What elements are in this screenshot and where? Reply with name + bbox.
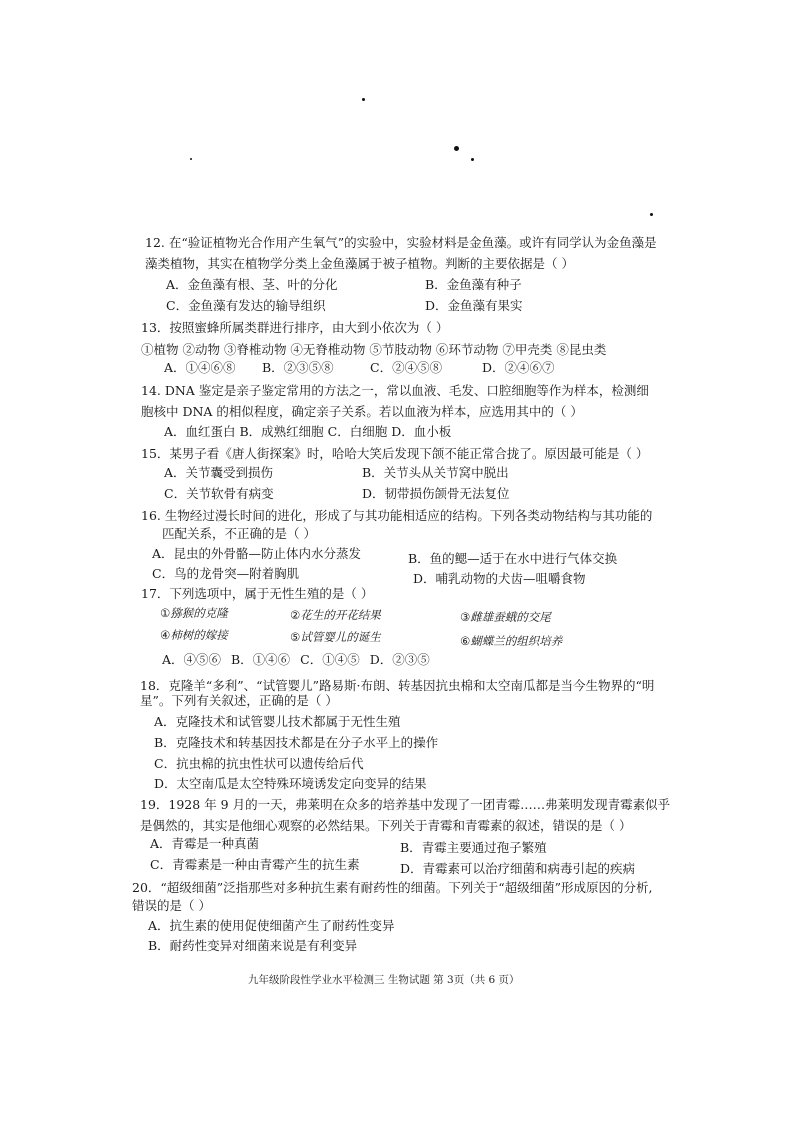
q12-option-b: B．金鱼藻有种子 <box>425 277 522 292</box>
q12-stem-line2: 藻类植物，其实在植物学分类上金鱼藻属于被子植物。判断的主要依据是（ ） <box>145 256 574 271</box>
q13-option-c: C．②④⑤⑧ <box>370 360 443 375</box>
q13-option-a: A．①④⑥⑧ <box>164 360 236 375</box>
q12-option-c: C．金鱼藻有发达的输导组织 <box>166 298 326 313</box>
page-footer: 九年级阶段性学业水平检测三 生物试题 第 3页（共 6 页） <box>248 974 520 986</box>
q18-option-c: C．抗虫棉的抗虫性状可以遗传给后代 <box>154 756 364 771</box>
scan-speck <box>190 158 192 160</box>
q19-stem-line2: 是偶然的，其实是他细心观察的必然结果。下列关于青霉和青霉素的叙述，错误的是（ ） <box>140 818 632 833</box>
q13-option-d: D．②④⑥⑦ <box>482 360 555 375</box>
q17-item-5: ⑤试管婴儿的诞生 <box>290 630 381 644</box>
q14-stem-line2: 胞核中 DNA 的相似程度，确定亲子关系。若以血液为样本，应选用其中的（ ） <box>141 404 583 419</box>
q12-option-a: A．金鱼藻有根、茎、叶的分化 <box>166 277 338 292</box>
scan-speck <box>650 213 653 216</box>
q15-option-d: D．韧带损伤颌骨无法复位 <box>362 486 510 501</box>
q19-option-b: B．青霉主要通过孢子繁殖 <box>400 840 547 855</box>
q19-option-a: A．青霉是一种真菌 <box>150 836 260 851</box>
q20-stem-line1: 20．“超级细菌”泛指那些对多种抗生素有耐药性的细菌。下列关于“超级细菌”形成原因的分析, <box>132 880 653 895</box>
q12-stem-line1: 12. 在“验证植物光合作用产生氧气”的实验中，实验材料是金鱼藻。或许有同学认为金鱼藻是 <box>145 235 657 250</box>
q14-options: A．血红蛋白 B．成熟红细胞 C．白细胞 D．血小板 <box>164 424 452 439</box>
q13-items: ①植物 ②动物 ③脊椎动物 ④无脊椎动物 ⑤节肢动物 ⑥环节动物 ⑦甲壳类 ⑧昆虫类 <box>141 342 607 357</box>
scan-speck <box>471 158 474 161</box>
q18-option-a: A．克隆技术和试管婴儿技术都属于无性生殖 <box>154 714 401 729</box>
q18-stem-line2: 星”。下列有关叙述，正确的是（ ） <box>140 693 338 708</box>
q15-option-c: C．关节软骨有病变 <box>164 486 274 501</box>
q15-option-b: B．关节头从关节窝中脱出 <box>362 465 509 480</box>
q16-stem-line2: 匹配关系，不正确的是（ ） <box>162 526 316 541</box>
q17-item-2: ②花生的开花结果 <box>290 608 381 622</box>
q20-stem-line2: 错误的是（ ） <box>132 898 211 913</box>
q20-option-b: B．耐药性变异对细菌来说是有利变异 <box>148 938 358 953</box>
q16-stem-line1: 16. 生物经过漫长时间的进化，形成了与其功能相适应的结构。下列各类动物结构与其功能的 <box>141 508 653 523</box>
q17-item-6: ⑥蝴蝶兰的组织培养 <box>460 634 563 648</box>
q16-option-a: A．昆虫的外骨骼—防止体内水分蒸发 <box>152 546 362 561</box>
q17-stem: 17．下列选项中，属于无性生殖的是（ ） <box>141 586 374 601</box>
q17-item-4: ④柿树的嫁接 <box>160 628 228 642</box>
q12-option-d: D．金鱼藻有果实 <box>425 298 523 313</box>
q19-option-d: D．青霉素可以治疗细菌和病毒引起的疾病 <box>400 861 636 876</box>
q13-option-b: B．②③⑤⑧ <box>262 360 334 375</box>
q17-item-1: ①猕猴的克隆 <box>160 606 228 620</box>
q17-options: A．④⑤⑥ B．①④⑥ C．①④⑤ D．②③⑤ <box>162 652 430 667</box>
q20-option-a: A．抗生素的使用促使细菌产生了耐药性变异 <box>148 918 395 933</box>
scan-speck <box>362 98 365 101</box>
q13-stem: 13．按照蜜蜂所属类群进行排序，由大到小依次为（ ） <box>141 320 449 335</box>
q15-option-a: A．关节囊受到损伤 <box>164 465 274 480</box>
q14-stem-line1: 14. DNA 鉴定是亲子鉴定常用的方法之一，常以血液、毛发、口腔细胞等作为样本，检测细 <box>141 383 649 398</box>
q16-option-d: D．哺乳动物的犬齿—咀嚼食物 <box>413 571 586 586</box>
scan-speck <box>454 146 459 151</box>
q19-stem-line1: 19．1928 年 9 月的一天，弗莱明在众多的培养基中发现了一团青霉……弗莱明发现青霉素似乎 <box>140 797 671 812</box>
q18-option-b: B．克隆技术和转基因技术都是在分子水平上的操作 <box>154 735 439 750</box>
q18-stem-line1: 18．克隆羊“多利”、“试管婴儿”路易斯·布朗、转基因抗虫棉和太空南瓜都是当今生物界的“明 <box>140 678 655 693</box>
q16-option-c: C．鸟的龙骨突—附着胸肌 <box>152 566 300 581</box>
q17-item-3: ③雌雄蚕蛾的交尾 <box>460 610 551 624</box>
q18-option-d: D．太空南瓜是太空特殊环境诱发定向变异的结果 <box>154 776 427 791</box>
q19-option-c: C．青霉素是一种由青霉产生的抗生素 <box>150 857 360 872</box>
q16-option-b: B．鱼的鳃—适于在水中进行气体交换 <box>408 551 618 566</box>
q15-stem: 15．某男子看《唐人街探案》时，哈哈大笑后发现下颌不能正常合拢了。原因最可能是（ ） <box>141 446 649 461</box>
